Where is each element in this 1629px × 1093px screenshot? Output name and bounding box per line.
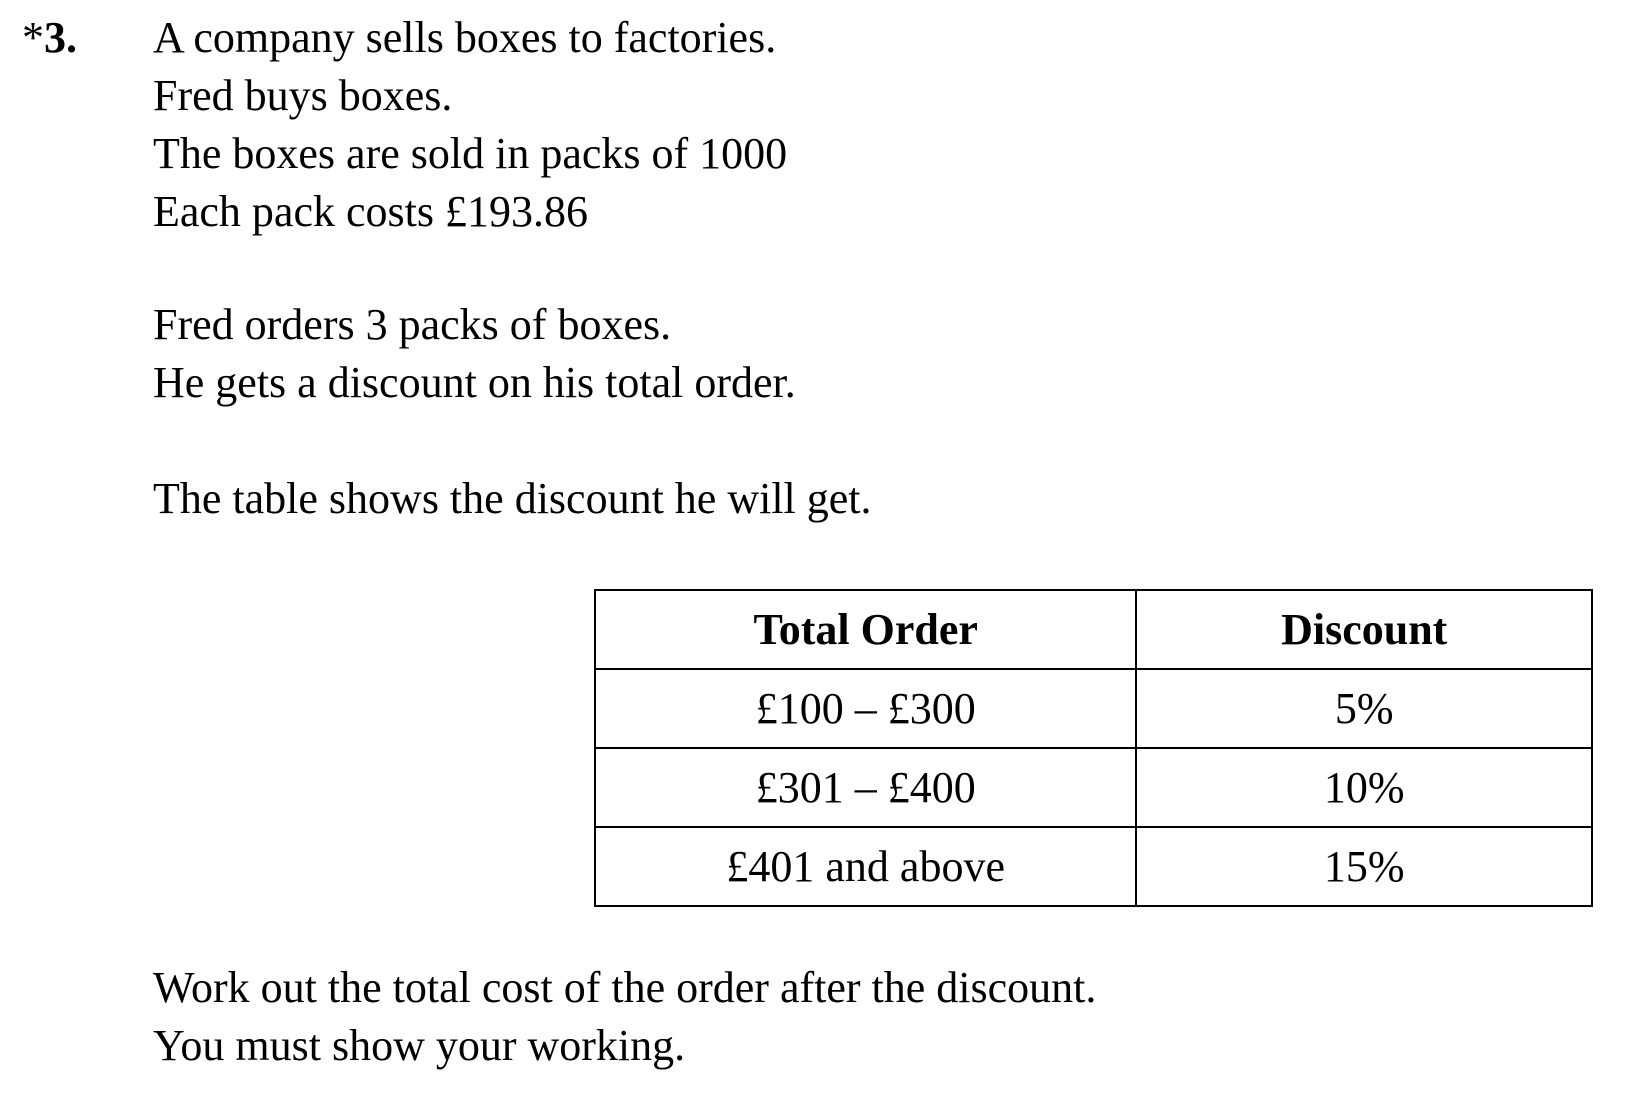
discount-cell: 10% [1136, 748, 1592, 827]
discount-table [594, 589, 1593, 907]
instruction-text [153, 959, 1096, 1075]
intro-line: A company sells boxes to factories. [153, 13, 777, 62]
total-order-cell: £301 – £400 [595, 748, 1136, 827]
intro-line: Each pack costs £193.86 [153, 187, 588, 236]
discount-cell: 5% [1136, 669, 1592, 748]
header-total-order: Total Order [595, 590, 1136, 669]
question-star: * [22, 13, 44, 62]
question-number [22, 12, 77, 64]
table-header-row [595, 590, 1592, 669]
table-intro-line: The table shows the discount he will get. [153, 474, 872, 523]
discount-cell: 15% [1136, 827, 1592, 906]
intro-text [153, 9, 787, 241]
order-line: Fred orders 3 packs of boxes. [153, 300, 672, 349]
instruction-line: Work out the total cost of the order after the discount. [153, 963, 1097, 1012]
table-row [595, 748, 1592, 827]
order-text [153, 296, 796, 412]
table-intro-text [153, 470, 872, 528]
total-order-cell: £401 and above [595, 827, 1136, 906]
intro-line: Fred buys boxes. [153, 71, 453, 120]
table-row [595, 827, 1592, 906]
question-number-value: 3. [44, 13, 77, 62]
total-order-cell: £100 – £300 [595, 669, 1136, 748]
intro-line: The boxes are sold in packs of 1000 [153, 129, 788, 178]
header-discount: Discount [1136, 590, 1592, 669]
order-line: He gets a discount on his total order. [153, 358, 796, 407]
instruction-line: You must show your working. [153, 1021, 686, 1070]
table-row [595, 669, 1592, 748]
